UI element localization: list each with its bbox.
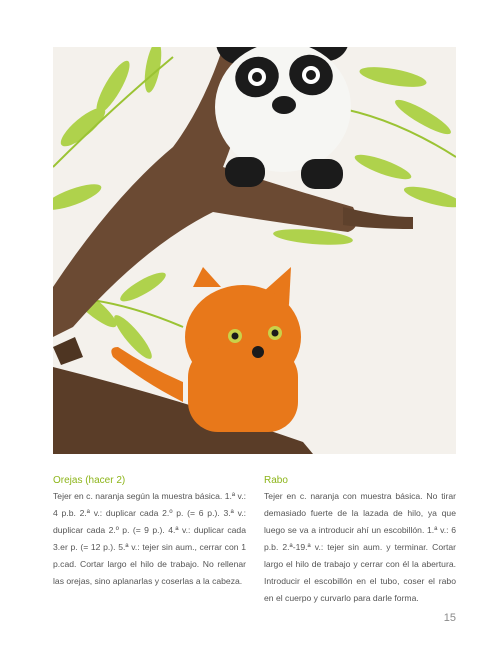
ears-instructions: Tejer en c. naranja según la muestra básica. 1.ª v.: 4 p.b. 2.ª v.: duplicar cada 2.º p. (= 6 p.). 3.ª v.: duplicar cada 2.º p. (= 9 p.). 4.ª v.: duplicar cada 3.er p. (= 12 p.). 5.ª v.: tejer sin aum., cerrar con 1 p.cad. Cortar largo el hilo de trabajo. No rellenar las orejas, sino aplanarlas y coserlas a la cabeza. — [53, 491, 246, 586]
ears-section — [53, 474, 246, 590]
photo-illustration — [53, 47, 456, 454]
page-number: 15 — [443, 612, 456, 624]
panda-figure — [215, 47, 351, 189]
tail-instructions: Tejer en c. naranja con muestra básica. No tirar demasiado fuerte de la lazada de hilo, ya que luego se va a introducir ahí un escobillón. 1.ª v.: 6 p.b. 2.ª-19.ª v.: tejer sin aum. y terminar. Cortar largo el hilo de trabajo y cerrar con él la abertura. Introducir el escobillón en el tubo, coser el rabo en el cuerpo y curvarlo para darle forma. — [264, 491, 456, 603]
ears-heading: Orejas (hacer 2) — [53, 475, 126, 486]
tail-section — [264, 474, 456, 607]
tail-heading: Rabo — [264, 475, 288, 486]
amigurumi-photo — [53, 47, 456, 454]
